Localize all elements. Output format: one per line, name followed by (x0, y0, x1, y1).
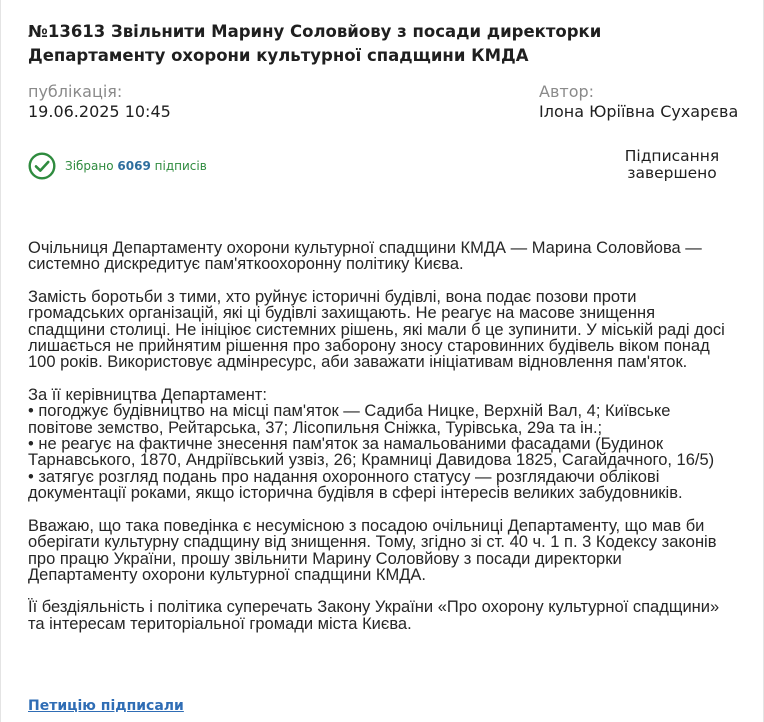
status-line-1: Підписання (624, 147, 720, 165)
signers-link[interactable]: Петицію підписали (28, 698, 184, 714)
signatures-summary (28, 151, 207, 181)
body-list-item: • не реагує на фактичне знесення пам'яток за намальованими фасадами (Будинок Тарнавського, 1870, Андріївський узвіз, 26; Крамниці Давидова 1825, Сагайдачного, 16/5) (28, 435, 715, 470)
status-line-2: завершено (627, 164, 717, 182)
status-badge (601, 148, 743, 182)
body-list-item: • затягує розгляд подань про надання охоронного статусу — розглядаючи облікові документації роками, якщо історична будівля в сфері інтересів великих забудовників. (28, 467, 683, 503)
body-list-intro: За її керівництва Департамент: (28, 385, 267, 404)
check-circle-icon (28, 152, 56, 180)
petition-body (28, 240, 734, 648)
author-name: Ілона Юріївна Сухарєва (539, 102, 739, 121)
body-paragraph-5: Її бездіяльність і політика суперечать Закону України «Про охорону культурної спадщини» та інтересам територіальної громади міста Києва. (28, 598, 720, 633)
signatures-prefix: Зібрано (65, 159, 114, 173)
signatures-text (65, 159, 207, 173)
publication-label: публікація: (28, 82, 123, 101)
body-paragraph-4: Вважаю, що така поведінка є несумісною з посадою очільниці Департаменту, що мав би оберігати культурну спадщину від знищення. Тому, згідно зі ст. 40 ч. 1 п. 3 Кодексу законів про працю України, прошу звільнити Марину Соловйову з посади директорки Департаменту охорони культурної спадщини КМДА. (28, 516, 717, 584)
signatures-suffix: підписів (154, 159, 207, 173)
publication-date: 19.06.2025 10:45 (28, 102, 171, 121)
signatures-count: 6069 (117, 159, 151, 173)
body-paragraph-1: Очільниця Департаменту охорони культурної спадщини КМДА — Марина Соловйова — системно дискредитує пам'яткоохоронну політику Києва. (28, 239, 702, 274)
body-paragraph-3 (28, 387, 734, 502)
petition-title: №13613 Звільнити Марину Соловйову з посади директорки Департаменту охорони культурної спадщини КМДА (28, 22, 602, 65)
author-label: Автор: (539, 82, 595, 101)
body-paragraph-2: Замість боротьби з тими, хто руйнує історичні будівлі, вона подає позови проти громадських організацій, які ці будівлі захищають. Не реагує на масове знищення спадщини столиці. Не ініціює системних рішень, які мали б це зупинити. У міській раді досі лишається не прийнятим рішення про заборону зносу старовинних будівель віком понад 100 років. Використовує адмінресурс, аби заважати ініціативам відновлення пам'яток. (28, 287, 725, 372)
body-list-item: • погоджує будівництво на місці пам'яток — Садиба Ницке, Верхній Вал, 4; Київське повітове земство, Рейтарська, 37; Лісопильня Сніжка, Турівська, 29а та ін.; (28, 402, 671, 437)
